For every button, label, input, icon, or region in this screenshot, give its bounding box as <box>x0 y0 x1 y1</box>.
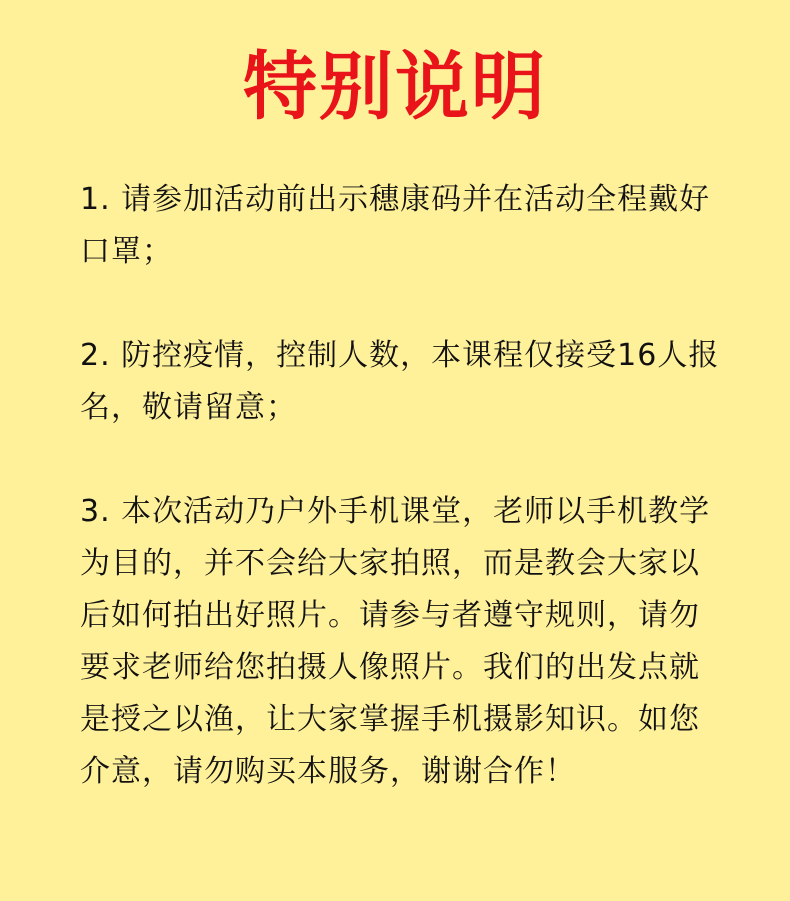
page-title: 特别说明 <box>243 44 547 130</box>
notice-item-2: 2. 防控疫情，控制人数，本课程仅接受16人报名，敬请留意； <box>80 338 720 425</box>
notice-item-1: 1. 请参加活动前出示穗康码并在活动全程戴好口罩； <box>80 182 711 269</box>
notice-item-3: 3. 本次活动乃户外手机课堂，老师以手机教学为目的，并不会给大家拍照，而是教会大家以后如何拍出好照片。请参与者遵守规则，请勿要求老师给您拍摄人像照片。我们的出发点就是授之以渔，让大家掌握手机摄影知识。如您介意，请勿购买本服务，谢谢合作！ <box>80 494 711 789</box>
notice-content <box>80 174 720 798</box>
